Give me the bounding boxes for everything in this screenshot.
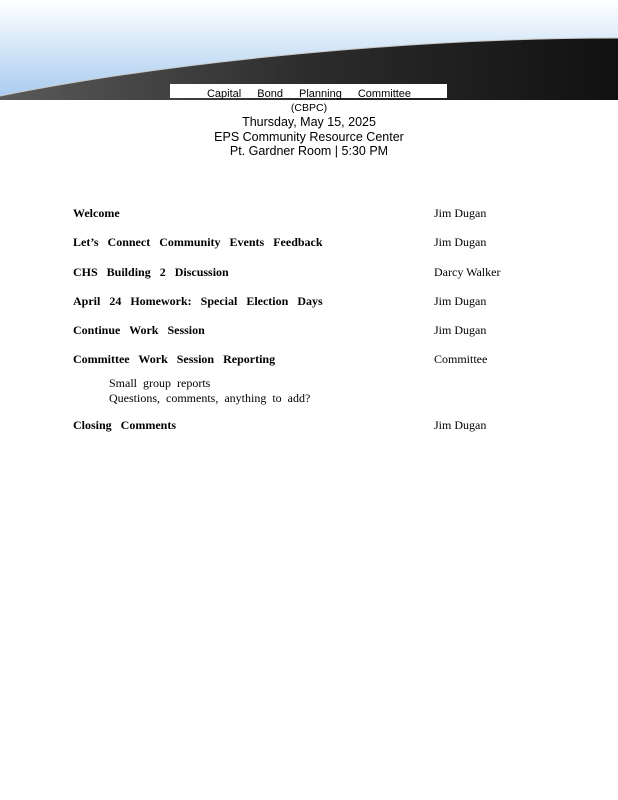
agenda-sub-item-text: Questions, comments, anything to add? [109, 390, 311, 405]
agenda-item-presenter: Darcy Walker [434, 264, 501, 279]
meeting-room-time: Pt. Gardner Room | 5:30 PM [229, 144, 389, 158]
agenda-item-presenter: Jim Dugan [434, 293, 487, 308]
agenda-item-title: CHS Building 2 Discussion [73, 264, 229, 279]
agenda-item-presenter: Jim Dugan [434, 417, 487, 432]
agenda-item-presenter: Jim Dugan [434, 235, 487, 250]
agenda-item-title: Welcome [73, 206, 120, 220]
agenda-item-title: Continue Work Session [73, 323, 205, 338]
agenda-item [73, 235, 553, 264]
agenda-sub-item [89, 391, 553, 406]
agenda-item [73, 352, 553, 381]
agenda-item [73, 418, 553, 447]
agenda-item-presenter: Committee [434, 352, 488, 367]
agenda-sub-item-text: Small group reports [109, 375, 211, 390]
agenda-item [73, 294, 553, 323]
meeting-header [0, 88, 618, 159]
agenda-item-title: Let’s Connect Community Events Feedback [73, 235, 323, 250]
agenda-item [73, 265, 553, 294]
meeting-venue: EPS Community Resource Center [214, 129, 404, 144]
agenda-item [73, 206, 553, 235]
agenda-list [73, 206, 553, 447]
agenda-item [73, 323, 553, 352]
agenda-item-presenter: Jim Dugan [434, 206, 487, 220]
agenda-item-title: April 24 Homework: Special Election Days [73, 293, 323, 308]
committee-abbreviation: (CBPC) [290, 102, 328, 114]
meeting-date: Thursday, May 15, 2025 [242, 115, 376, 129]
agenda-item-presenter: Jim Dugan [434, 323, 487, 338]
agenda-item-title: Closing Comments [73, 417, 177, 432]
committee-name: Capital Bond Planning Committee [206, 88, 412, 100]
agenda-item-title: Committee Work Session Reporting [73, 352, 276, 367]
